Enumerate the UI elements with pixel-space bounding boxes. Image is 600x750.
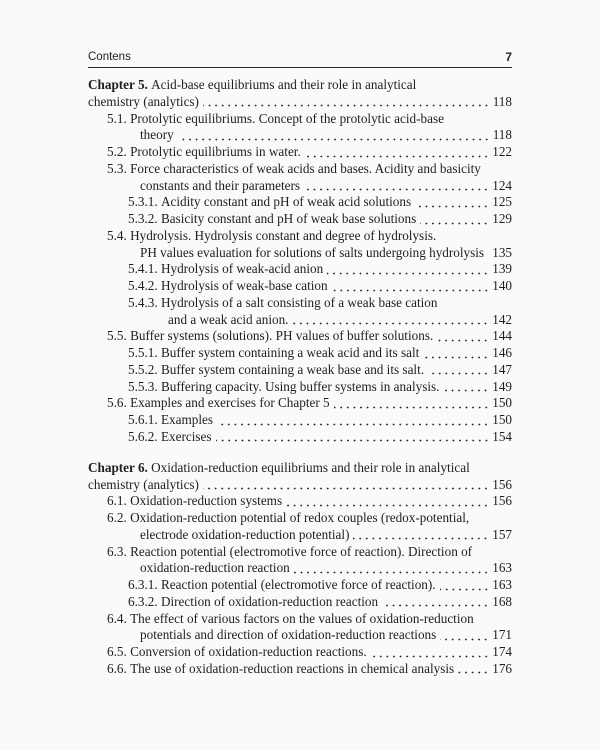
subsection-title: Hydrolysis of a salt consisting of a weak base cation [160,294,438,310]
dot-leader [294,560,489,577]
toc-line [88,379,512,396]
toc-line [88,111,512,128]
page-number: 150 [492,395,512,411]
section-number: 5.6. [107,395,127,411]
dot-leader [382,594,489,611]
subsection-number: 5.3.1. [128,194,158,210]
subsection-title: Buffering capacity. Using buffer systems in analysis. [160,378,440,394]
toc-entry-6-1 [88,493,512,510]
subsection-title: Basicity constant and pH of weak base solutions [160,211,417,226]
toc-line [88,261,512,278]
toc-entry-5-5 [88,328,512,345]
subsection-title: Reaction potential (electromotive force of reaction). [160,577,436,593]
subsection-title: Buffer system containing a weak base and its salt. [160,361,425,377]
toc-entry-5-5-1 [88,345,512,362]
toc-line [88,577,512,594]
subsection-title: Examples [160,412,213,427]
section-title: constants and their parameters [140,177,301,193]
toc-entry-5-4-2 [88,278,512,295]
section-title: theory [140,127,174,143]
section-title: potentials and direction of oxidation-reduction reactions [140,627,437,643]
subsection-title: Direction of oxidation-reduction reaction [160,593,379,609]
dot-leader [353,527,489,544]
toc-entry-5-3-1 [88,194,512,211]
section-number: 5.2. [107,144,127,159]
page-number: 176 [492,660,512,676]
subsection-number: 6.3.1. [128,577,158,593]
page-number: 171 [492,627,512,643]
subsection-number: 5.5.2. [128,361,158,377]
toc-line [88,627,512,644]
toc-entry-6-6 [88,661,512,678]
dot-leader [327,261,489,278]
page-number: 163 [492,560,512,576]
chapter-title: chemistry (analytics) [88,476,199,492]
page-number: 168 [492,593,512,609]
page-number: 156 [492,493,512,509]
toc-line [88,312,512,329]
section-title: Oxidation-reduction potential of redox couples (redox-potential, [130,510,470,526]
toc-entry-chapter-5 [88,77,512,111]
page-number: 144 [492,328,512,344]
toc-line [88,144,512,161]
section-title: The use of oxidation-reduction reactions in chemical analysis [130,660,455,676]
section-number: 5.1. [107,110,127,126]
toc-line [88,362,512,379]
chapter-6 [88,460,512,678]
chapter-title: Acid-base equilibriums and their role in analytical [151,77,417,92]
section-number: 6.5. [107,644,127,660]
page-number: 139 [492,261,512,277]
toc-line [88,493,512,510]
page-number: 174 [492,644,512,660]
dot-leader [428,362,489,379]
page-number: 140 [492,278,512,293]
toc-entry-6-3 [88,544,512,578]
toc-entry-chapter-6 [88,460,512,494]
section-number: 6.4. [107,610,127,626]
dot-leader [217,412,489,429]
dot-leader [304,178,489,195]
subsection-number: 5.5.3. [128,378,158,394]
dot-leader [458,661,489,678]
subsection-title: Hydrolysis of weak-acid anion [160,261,324,277]
toc-entry-5-5-3 [88,379,512,396]
chapter-5 [88,77,512,446]
subsection-title: and a weak acid anion. [168,311,289,327]
section-title: The effect of various factors on the values of oxidation-reduction [130,610,474,626]
toc-entry-6-3-2 [88,594,512,611]
section-title: Buffer systems (solutions). PH values of buffer solutions. [130,328,434,344]
toc-line [88,328,512,345]
dot-leader [216,429,490,446]
dot-leader [334,395,490,412]
toc-entry-5-4-3 [88,295,512,329]
dot-leader [305,144,489,161]
dot-leader [443,379,489,396]
toc-line [88,94,512,111]
page-number: 150 [492,412,512,427]
toc-entry-5-4 [88,228,512,262]
subsection-number: 5.4.3. [128,294,158,310]
toc-line [88,661,512,678]
running-title: Contens [88,51,131,63]
page-number: 129 [492,211,512,226]
subsection-title: Exercises [160,428,212,444]
section-title: Oxidation-reduction systems [130,493,283,509]
table-of-contents [88,77,512,678]
section-title: Force characteristics of weak acids and bases. Acidity and basicity [130,160,481,176]
toc-line [88,228,512,245]
subsection-title: Buffer system containing a weak acid and its salt [160,345,420,360]
toc-line [88,278,512,295]
section-number: 5.5. [107,328,127,344]
page-number: 146 [492,345,512,360]
dot-leader [292,312,489,329]
subsection-number: 5.5.1. [128,345,158,360]
page-number: 149 [492,378,512,394]
dot-leader [286,493,489,510]
toc-entry-5-6-2 [88,429,512,446]
subsection-number: 5.3.2. [128,211,158,226]
dot-leader [203,477,489,494]
section-number: 5.4. [107,227,127,243]
toc-entry-5-6 [88,395,512,412]
page-number: 118 [492,127,512,143]
toc-line [88,510,512,527]
toc-line [88,245,512,262]
toc-line [88,194,512,211]
toc-line [88,644,512,661]
section-title: Examples and exercises for Chapter 5 [130,395,330,411]
subsection-number: 5.4.2. [128,278,158,293]
page-number: 163 [492,577,512,593]
page-number: 156 [492,476,512,492]
chapter-number: Chapter 6. [88,459,148,475]
page-number: 135 [492,244,512,260]
toc-line [88,544,512,561]
section-title: electrode oxidation-reduction potential) [140,526,350,542]
toc-line [88,560,512,577]
section-title: Protolytic equilibriums. Concept of the protolytic acid-base [130,110,444,126]
dot-leader [203,94,490,111]
dot-leader [332,278,490,295]
subsection-number: 5.4.1. [128,261,158,277]
toc-entry-5-6-1 [88,412,512,429]
section-title: oxidation-reduction reaction [140,560,290,576]
toc-entry-6-5 [88,644,512,661]
page-number: 125 [492,194,512,210]
dot-leader [415,194,489,211]
toc-line [88,594,512,611]
toc-line [88,395,512,412]
page-number: 122 [492,144,512,159]
toc-line [88,527,512,544]
dot-leader [423,345,489,362]
dot-leader [440,627,489,644]
toc-line [88,611,512,628]
toc-line [88,429,512,446]
section-title: Hydrolysis. Hydrolysis constant and degree of hydrolysis. [130,227,437,243]
page-number: 154 [492,428,512,444]
subsection-number: 5.6.1. [128,412,158,427]
page-number: 118 [492,93,512,109]
toc-line [88,127,512,144]
leader-spacer [488,245,489,262]
dot-leader [440,577,490,594]
subsection-title: Acidity constant and pH of weak acid solutions [160,194,412,210]
section-number: 6.2. [107,510,127,526]
toc-line [88,178,512,195]
toc-entry-5-1 [88,111,512,145]
section-number: 6.6. [107,660,127,676]
toc-line [88,345,512,362]
toc-line [88,77,512,94]
toc-line [88,295,512,312]
toc-entry-5-3-2 [88,211,512,228]
page-number: 147 [492,361,512,377]
toc-line [88,477,512,494]
toc-line [88,412,512,429]
section-title: Conversion of oxidation-reduction reactions. [130,644,367,660]
toc-entry-6-2 [88,510,512,544]
running-header [88,48,512,68]
dot-leader [178,127,490,144]
section-number: 6.1. [107,493,127,509]
subsection-title: Hydrolysis of weak-base cation [160,278,328,293]
toc-line [88,460,512,477]
dot-leader [437,328,489,345]
page-number: 142 [492,311,512,327]
chapter-title: chemistry (analytics) [88,93,199,109]
chapter-title: Oxidation-reduction equilibriums and their role in analytical [151,459,470,475]
folio-page-number: 7 [505,50,512,64]
subsection-number: 5.6.2. [128,428,158,444]
toc-entry-5-3 [88,161,512,195]
dot-leader [371,644,490,661]
toc-entry-5-2 [88,144,512,161]
toc-line [88,211,512,228]
subsection-number: 6.3.2. [128,593,158,609]
section-number: 6.3. [107,543,127,559]
toc-line [88,161,512,178]
toc-entry-5-5-2 [88,362,512,379]
section-title: Reaction potential (electromotive force of reaction). Direction of [130,543,473,559]
page-number: 124 [492,177,512,193]
page-number: 157 [492,526,512,542]
toc-entry-6-3-1 [88,577,512,594]
toc-entry-5-4-1 [88,261,512,278]
section-title: PH values evaluation for solutions of salts undergoing hydrolysis [140,244,485,260]
section-number: 5.3. [107,160,127,176]
dot-leader [420,211,489,228]
toc-entry-6-4 [88,611,512,645]
section-title: Protolytic equilibriums in water. [130,144,301,159]
chapter-number: Chapter 5. [88,77,148,92]
